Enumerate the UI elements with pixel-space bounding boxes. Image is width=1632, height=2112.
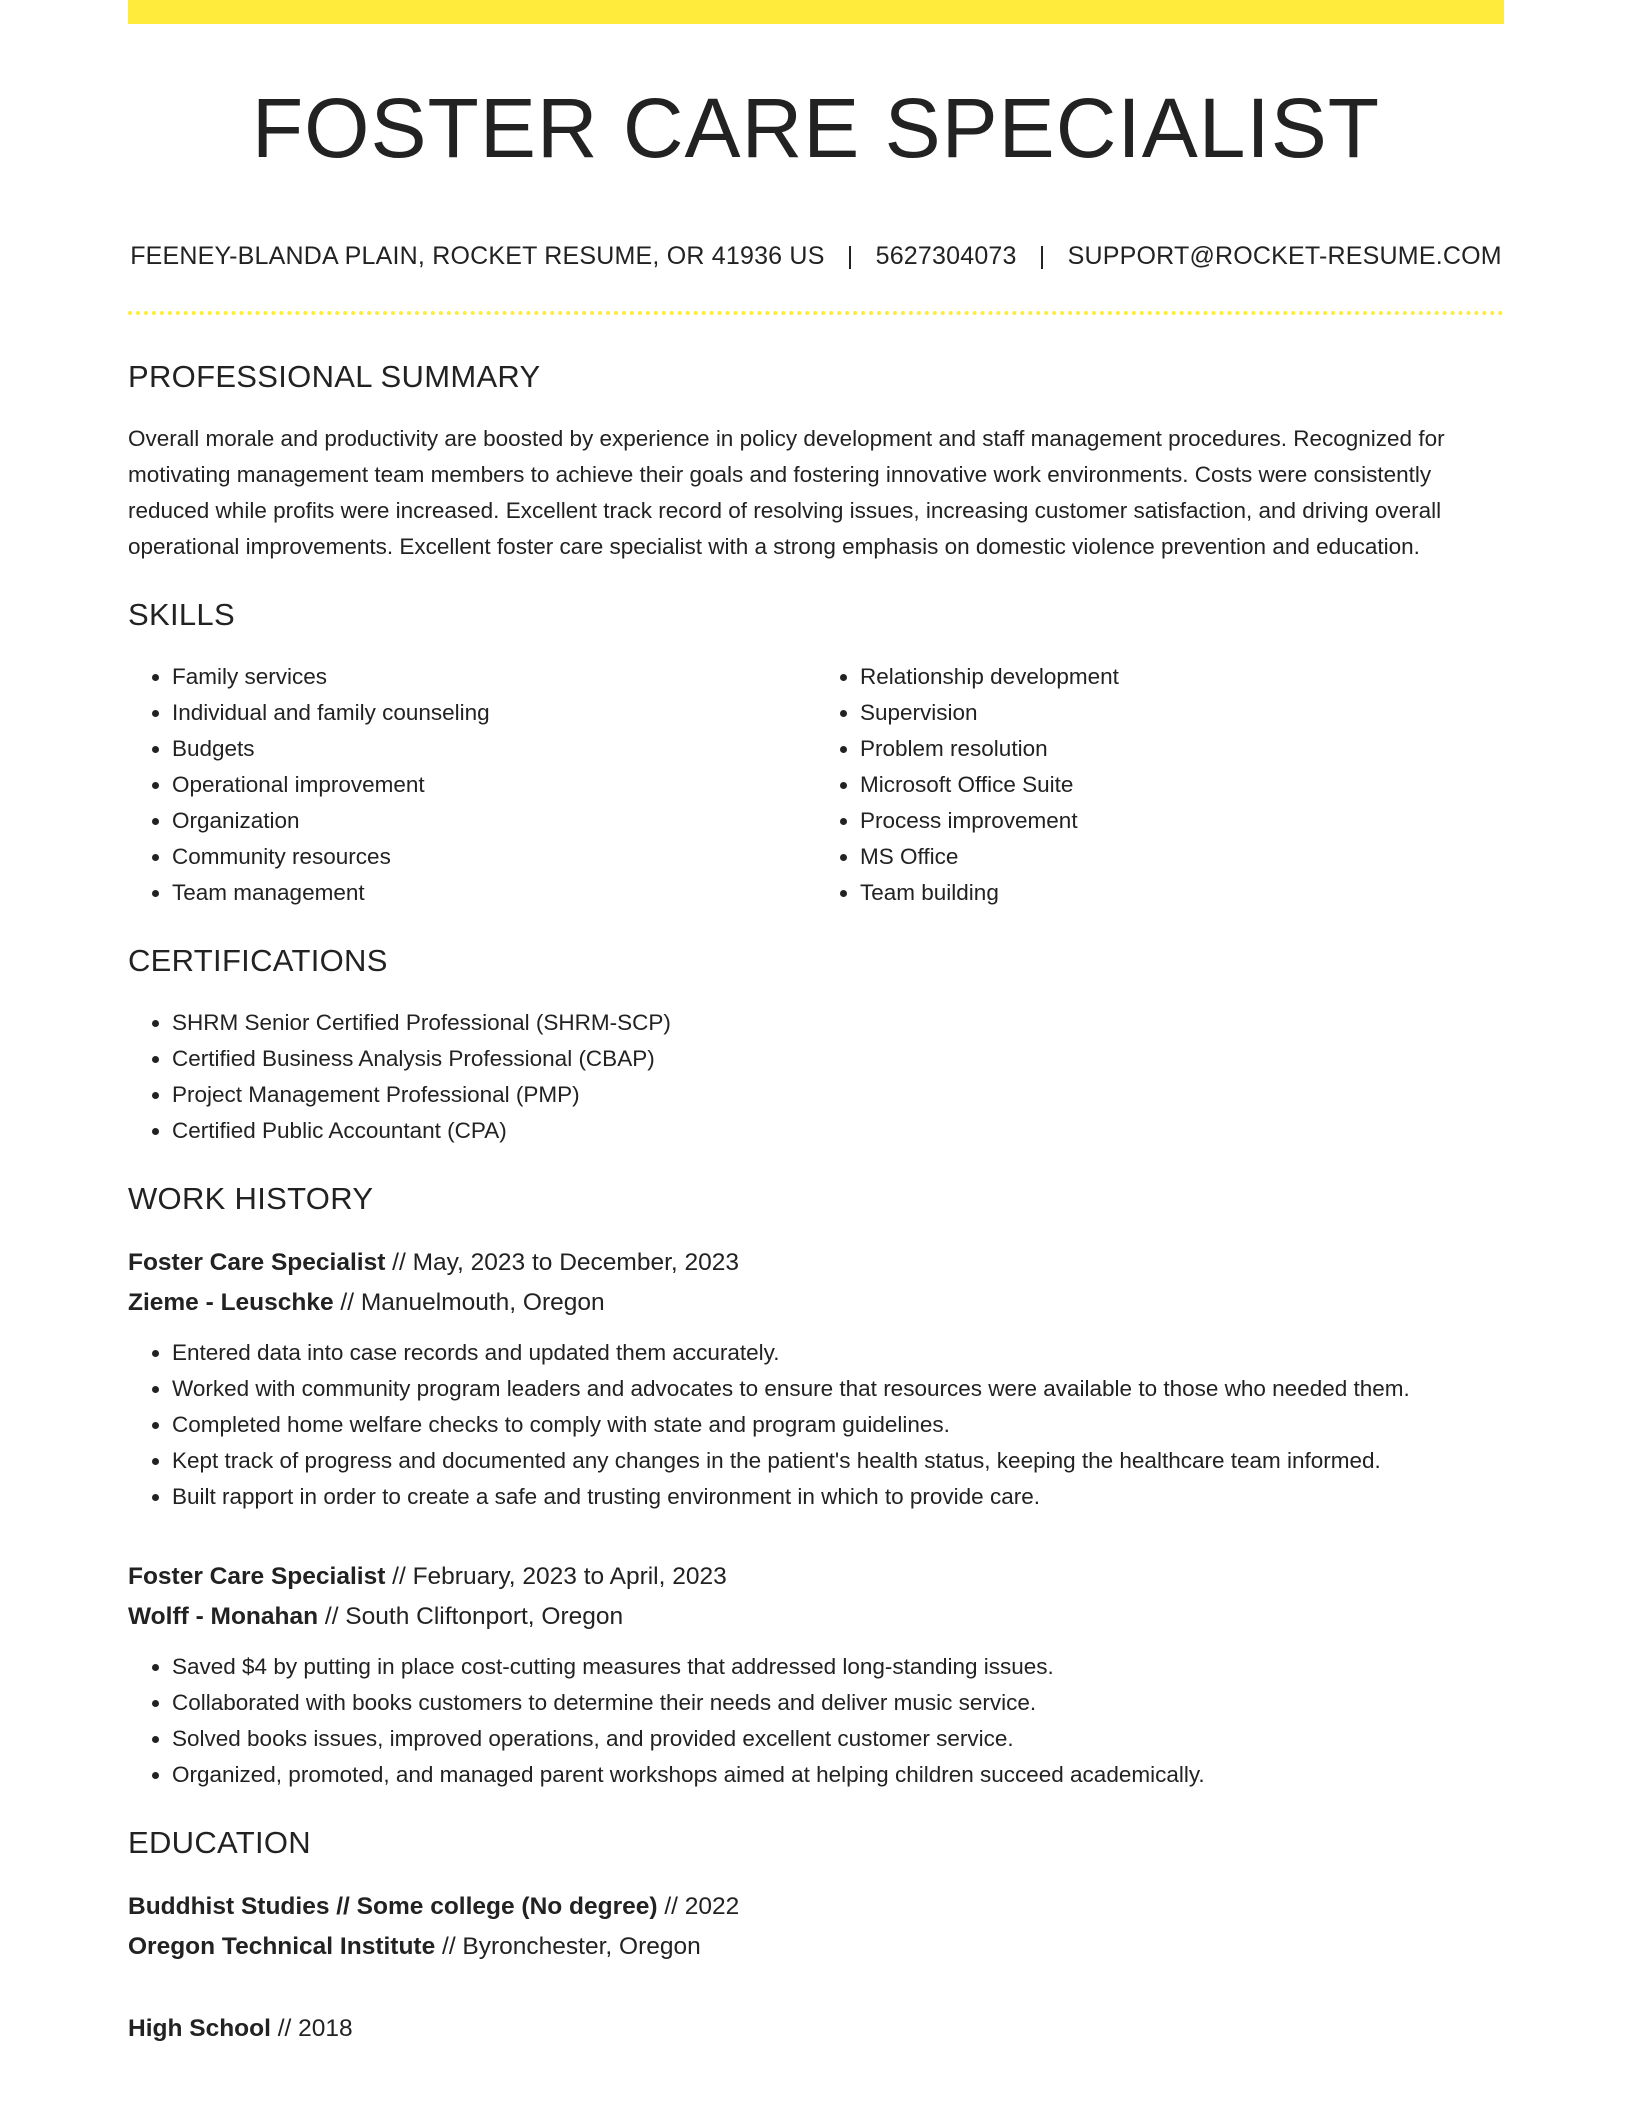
job-company: Wolff - Monahan xyxy=(128,1603,319,1630)
skill-item: • Team management xyxy=(172,875,816,911)
skill-item: • Relationship development xyxy=(860,659,1504,695)
top-accent-bar xyxy=(128,0,1504,24)
job-bullet: • Entered data into case records and updated them accurately. xyxy=(172,1335,1504,1371)
education-entry xyxy=(128,1887,1504,1967)
resume-title: FOSTER CARE SPECIALIST xyxy=(251,81,1381,175)
skill-item: • Microsoft Office Suite xyxy=(860,767,1504,803)
job-bullet: • Collaborated with books customers to determine their needs and deliver music service. xyxy=(172,1685,1504,1721)
job-entry xyxy=(128,1557,1504,1793)
skill-item: • Individual and family counseling xyxy=(172,695,816,731)
job-company-line xyxy=(128,1597,1504,1637)
certification-item: • Project Management Professional (PMP) xyxy=(172,1077,1504,1113)
skill-item: • Budgets xyxy=(172,731,816,767)
skill-item: • MS Office xyxy=(860,839,1504,875)
education-location: // Byronchester, Oregon xyxy=(435,1933,701,1960)
skills-list-left xyxy=(128,659,816,911)
skill-item: • Operational improvement xyxy=(172,767,816,803)
education-degree-line xyxy=(128,1887,1504,1927)
certifications-section xyxy=(128,943,1504,1149)
certification-item: • Certified Public Accountant (CPA) xyxy=(172,1113,1504,1149)
education-degree: Buddhist Studies // Some college (No degree) xyxy=(128,1893,658,1920)
job-dates: // February, 2023 to April, 2023 xyxy=(385,1563,727,1590)
skill-item: • Process improvement xyxy=(860,803,1504,839)
contact-email: SUPPORT@ROCKET-RESUME.COM xyxy=(1067,242,1502,270)
skill-item: • Family services xyxy=(172,659,816,695)
certification-item: • SHRM Senior Certified Professional (SHRM-SCP) xyxy=(172,1005,1504,1041)
skills-grid xyxy=(128,659,1504,911)
contact-line xyxy=(128,242,1504,271)
education-year: // 2022 xyxy=(657,1893,740,1920)
resume-page xyxy=(128,0,1504,2049)
education-year: // 2018 xyxy=(270,2015,353,2042)
education-degree: High School xyxy=(128,2015,271,2042)
education-degree-line xyxy=(128,2009,1504,2049)
job-title: Foster Care Specialist xyxy=(128,1249,386,1276)
job-bullet: • Completed home welfare checks to comply with state and program guidelines. xyxy=(172,1407,1504,1443)
skills-list-right xyxy=(816,659,1504,911)
job-entry xyxy=(128,1243,1504,1515)
job-company: Zieme - Leuschke xyxy=(128,1289,334,1316)
education-entry xyxy=(128,2009,1504,2049)
job-title: Foster Care Specialist xyxy=(128,1563,386,1590)
job-bullet: • Organized, promoted, and managed parent workshops aimed at helping children succeed academically. xyxy=(172,1757,1504,1793)
job-bullet: • Built rapport in order to create a safe and trusting environment in which to provide care. xyxy=(172,1479,1504,1515)
job-title-line xyxy=(128,1243,1504,1283)
certifications-heading: CERTIFICATIONS xyxy=(128,943,388,978)
contact-phone: 5627304073 xyxy=(875,242,1017,270)
summary-section xyxy=(128,359,1504,565)
job-bullet: • Saved $4 by putting in place cost-cutting measures that addressed long-standing issues. xyxy=(172,1649,1504,1685)
certifications-list xyxy=(128,1005,1504,1149)
education-section xyxy=(128,1825,1504,2049)
job-title-line xyxy=(128,1557,1504,1597)
job-company-line xyxy=(128,1283,1504,1323)
job-dates: // May, 2023 to December, 2023 xyxy=(385,1249,739,1276)
job-bullet: • Worked with community program leaders and advocates to ensure that resources were available to those who needed them. xyxy=(172,1371,1504,1407)
skill-item: • Organization xyxy=(172,803,816,839)
dotted-divider xyxy=(128,311,1504,315)
skill-item: • Supervision xyxy=(860,695,1504,731)
job-location: // South Cliftonport, Oregon xyxy=(318,1603,624,1630)
summary-text: Overall morale and productivity are boosted by experience in policy development and staff management procedures. Recognized for motivating management team members to achieve their goals and fostering innovative work environments. Costs were consistently reduced while profits were increased. Excellent track record of resolving issues, increasing customer satisfaction, and driving overall operational improvements. Excellent foster care specialist with a strong emphasis on domestic violence prevention and education. xyxy=(128,426,1445,559)
education-school: Oregon Technical Institute xyxy=(128,1933,436,1960)
work-history-heading: WORK HISTORY xyxy=(128,1181,374,1216)
summary-heading: PROFESSIONAL SUMMARY xyxy=(128,359,541,394)
education-heading: EDUCATION xyxy=(128,1825,311,1860)
job-bullets xyxy=(128,1649,1504,1793)
contact-separator: | xyxy=(1038,242,1046,270)
job-bullet: • Kept track of progress and documented any changes in the patient's health status, keeping the healthcare team informed. xyxy=(172,1443,1504,1479)
contact-separator: | xyxy=(846,242,854,270)
skill-item: • Problem resolution xyxy=(860,731,1504,767)
work-history-section xyxy=(128,1181,1504,1793)
education-school-line xyxy=(128,1927,1504,1967)
job-bullet: • Solved books issues, improved operations, and provided excellent customer service. xyxy=(172,1721,1504,1757)
job-bullets xyxy=(128,1335,1504,1515)
skills-section xyxy=(128,597,1504,911)
job-location: // Manuelmouth, Oregon xyxy=(333,1289,605,1316)
contact-address: FEENEY-BLANDA PLAIN, ROCKET RESUME, OR 41936 US xyxy=(130,242,825,270)
certification-item: • Certified Business Analysis Professional (CBAP) xyxy=(172,1041,1504,1077)
skills-heading: SKILLS xyxy=(128,597,235,632)
skill-item: • Team building xyxy=(860,875,1504,911)
skill-item: • Community resources xyxy=(172,839,816,875)
